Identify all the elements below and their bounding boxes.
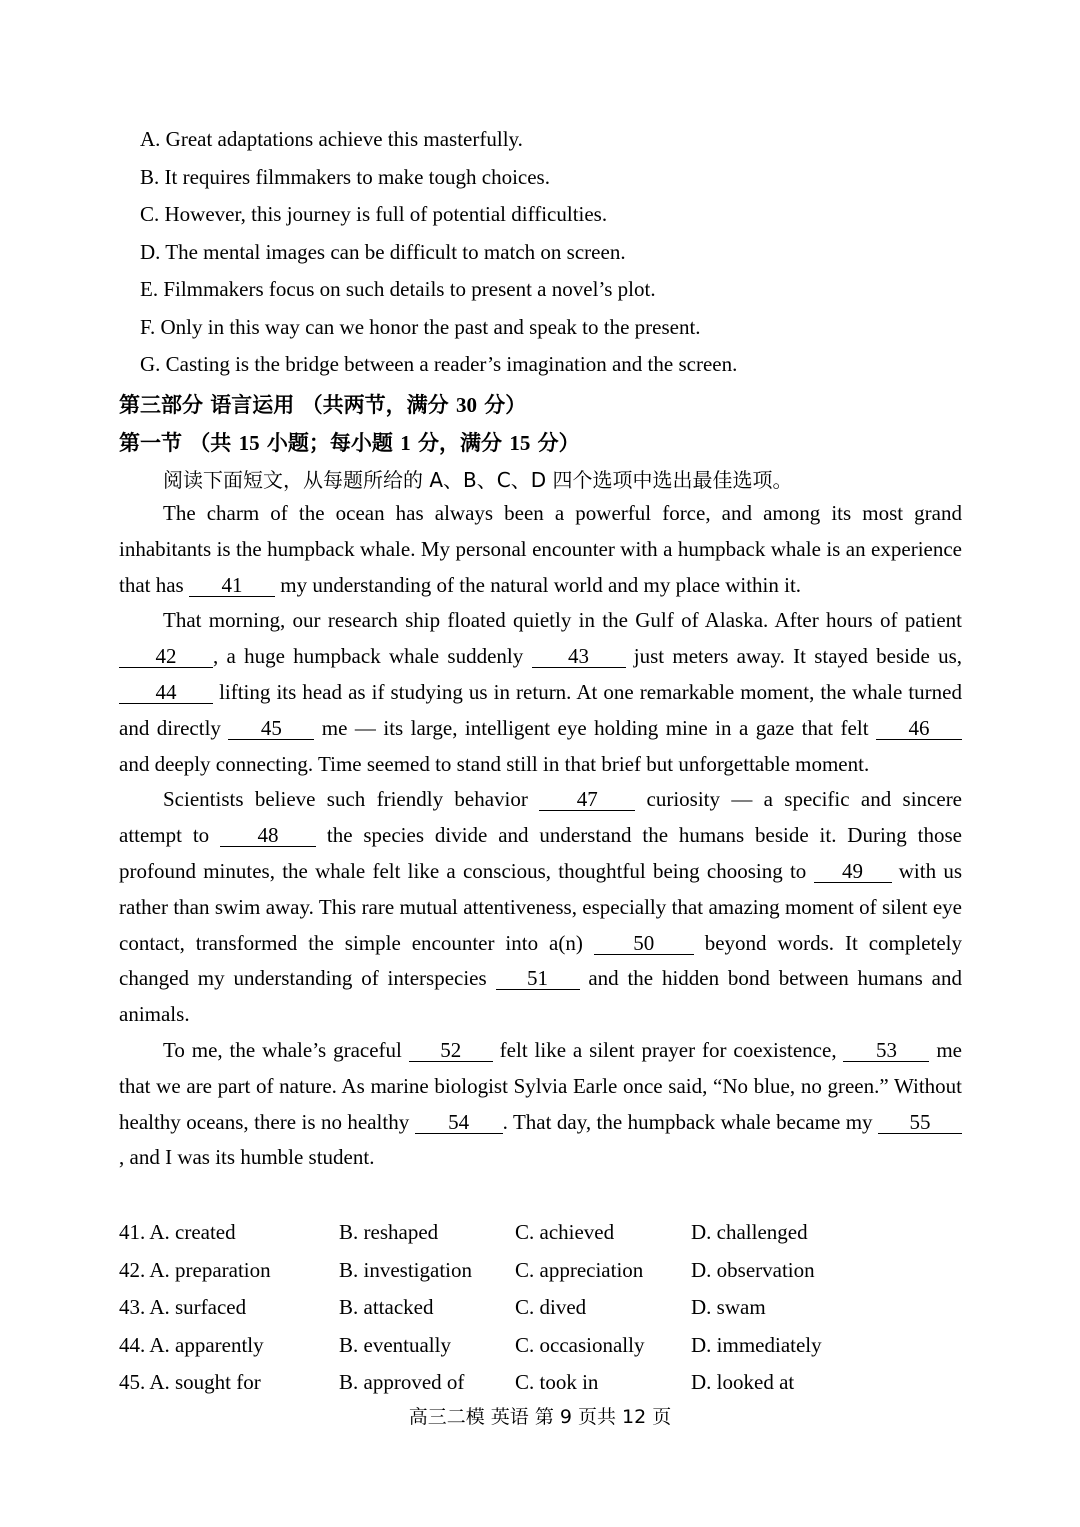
blank-50: 50 bbox=[594, 932, 694, 955]
blank-44: 44 bbox=[119, 681, 213, 704]
blank-55: 55 bbox=[878, 1111, 962, 1134]
paragraph-3: Scientists believe such friendly behavior 47 curiosity — a specific and sincere attempt to 48 the species divide and understand the humans beside it. During those profound minutes, the whale felt like a conscious, thoughtful being choosing to 49 with us rather than swim away. This rare mutual attentiveness, especially that amazing moment of silent eye contact, transformed the simple encounter into a(n) 50 beyond words. It completely changed my understanding of interspecies 51 and the hidden bond between humans and animals. bbox=[119, 787, 963, 1027]
blank-52: 52 bbox=[409, 1039, 493, 1062]
cloze-passage bbox=[119, 496, 962, 1176]
q42-option-a: 42. A. preparation bbox=[119, 1258, 271, 1282]
option-e: E. Filmmakers focus on such details to present a novel’s plot. bbox=[140, 277, 656, 301]
option-g: G. Casting is the bridge between a reader’s imagination and the screen. bbox=[140, 352, 738, 376]
q44-option-d: D. immediately bbox=[691, 1333, 822, 1357]
blank-41: 41 bbox=[189, 574, 275, 597]
q41-option-d: D. challenged bbox=[691, 1220, 808, 1244]
section1-heading: 第一节 （共 15 小题；每小题 1 分，满分 15 分） bbox=[119, 431, 580, 455]
blank-45: 45 bbox=[228, 717, 314, 740]
blank-49: 49 bbox=[814, 860, 892, 883]
q43-option-c: C. dived bbox=[515, 1295, 587, 1319]
paragraph-1: The charm of the ocean has always been a powerful force, and among its most grand inhabitants is the humpback whale. My personal encounter with a humpback whale is an experience that has 41 my understanding of the natural world and my place within it. bbox=[119, 501, 962, 597]
q42-option-c: C. appreciation bbox=[515, 1258, 644, 1282]
q41-option-b: B. reshaped bbox=[339, 1220, 439, 1244]
blank-48: 48 bbox=[220, 824, 316, 847]
q45-option-c: C. took in bbox=[515, 1370, 599, 1394]
q41-option-c: C. achieved bbox=[515, 1220, 615, 1244]
option-a: A. Great adaptations achieve this masterfully. bbox=[140, 127, 523, 151]
q44-option-a: 44. A. apparently bbox=[119, 1333, 264, 1357]
blank-43: 43 bbox=[532, 645, 626, 668]
paragraph-4: To me, the whale’s graceful 52 felt like a silent prayer for coexistence, 53 me that we are part of nature. As marine biologist Sylvia Earle once said, “No blue, no green.” Without healthy oceans, there is no healthy 54 . That day, the humpback whale became my 55, and I was its humble student. bbox=[119, 1037, 962, 1170]
paragraph-2: That morning, our research ship floated quietly in the Gulf of Alaska. After hours of patient 42 , a huge humpback whale suddenly 43 just meters away. It stayed beside us, 44 lifting its head as if studying us in return. At one remarkable moment, the whale turned and directly 45 me — its large, intelligent eye holding mine in a gaze that felt 46 and deeply connecting. Time seemed to stand still in that brief but unforgettable moment. bbox=[119, 608, 962, 776]
blank-47: 47 bbox=[539, 788, 635, 811]
blank-54: 54 bbox=[415, 1111, 503, 1134]
q43-option-a: 43. A. surfaced bbox=[119, 1295, 247, 1319]
blank-42: 42 bbox=[119, 645, 213, 668]
q45-option-a: 45. A. sought for bbox=[119, 1370, 261, 1394]
option-c: C. However, this journey is full of potential difficulties. bbox=[140, 202, 608, 226]
q45-option-b: B. approved of bbox=[339, 1370, 465, 1394]
q41-option-a: 41. A. created bbox=[119, 1220, 236, 1244]
option-d: D. The mental images can be difficult to match on screen. bbox=[140, 240, 626, 264]
q44-option-c: C. occasionally bbox=[515, 1333, 645, 1357]
page-footer: 高三二模 英语 第 9 页共 12 页 bbox=[408, 1406, 672, 1428]
option-b: B. It requires filmmakers to make tough choices. bbox=[140, 165, 550, 189]
part3-heading: 第三部分 语言运用 （共两节，满分 30 分） bbox=[119, 393, 527, 417]
q42-option-b: B. investigation bbox=[339, 1258, 472, 1282]
q42-option-d: D. observation bbox=[691, 1258, 815, 1282]
q45-option-d: D. looked at bbox=[691, 1370, 795, 1394]
option-f: F. Only in this way can we honor the past and speak to the present. bbox=[140, 315, 701, 339]
instruction: 阅读下面短文，从每题所给的 A、B、C、D 四个选项中选出最佳选项。 bbox=[163, 468, 793, 492]
blank-46: 46 bbox=[876, 717, 962, 740]
blank-51: 51 bbox=[496, 967, 580, 990]
q43-option-b: B. attacked bbox=[339, 1295, 434, 1319]
blank-53: 53 bbox=[843, 1039, 929, 1062]
q44-option-b: B. eventually bbox=[339, 1333, 451, 1357]
q43-option-d: D. swam bbox=[691, 1295, 766, 1319]
